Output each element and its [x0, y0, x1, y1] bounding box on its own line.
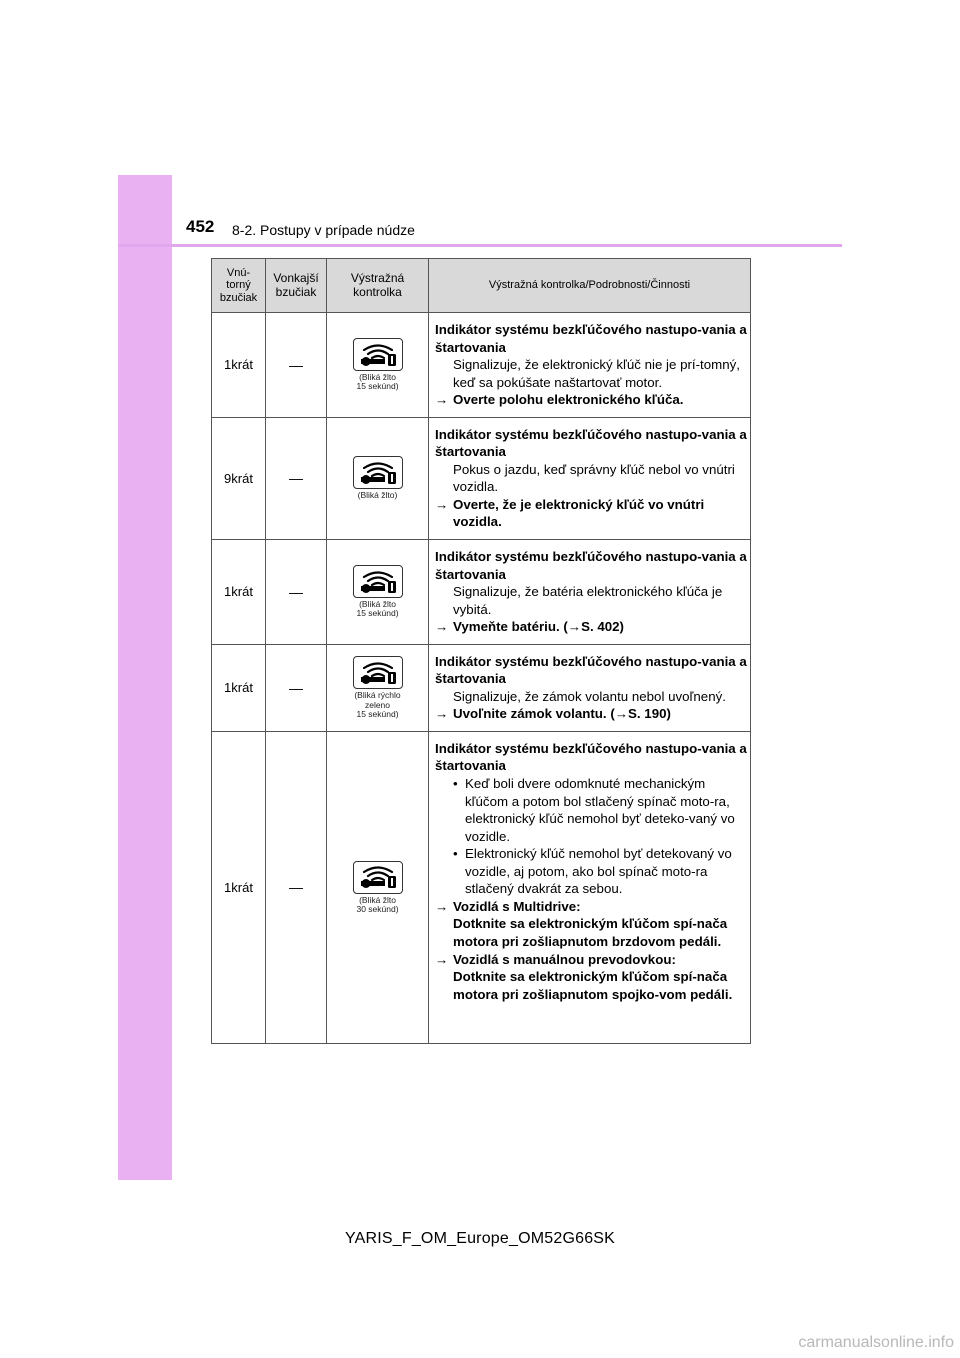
watermark: carmanualsonline.info [798, 1334, 954, 1351]
warning-light-cell [327, 313, 429, 418]
header-internal-buzzer: Vnú- torný bzučiak [212, 259, 266, 313]
row-bullet [435, 775, 747, 845]
arrow-right-icon: → [435, 706, 449, 722]
row-description: Signalizuje, že elektronický kľúč nie je prí-tomný, keď sa pokúšate naštartovať motor. [453, 357, 740, 390]
row-title: Indikátor systému bezkľúčového nastupo-vania a štartovania [435, 322, 747, 355]
row-title: Indikátor systému bezkľúčového nastupo-vania a štartovania [435, 426, 747, 460]
document-code: YARIS_F_OM_Europe_OM52G66SK [344, 1230, 616, 1247]
warning-light-cell [327, 731, 429, 1043]
row-bullet [435, 845, 747, 898]
lamp-note: (Bliká rýchlo zeleno 15 sekúnd) [354, 690, 401, 720]
internal-buzzer-count: 1krát [212, 731, 266, 1043]
table-row [212, 731, 751, 1043]
internal-buzzer-count: 1krát [212, 540, 266, 645]
table-row [212, 313, 751, 418]
arrow-right-icon: → [435, 496, 449, 512]
details-cell [429, 313, 751, 418]
arrow-right-icon: → [435, 392, 449, 408]
row-action [435, 898, 747, 951]
action-text: Overte polohu elektronického kľúča. [453, 392, 684, 408]
lamp-note: (Bliká žlto 30 sekúnd) [356, 894, 399, 914]
row-action [435, 618, 747, 636]
table-row [212, 540, 751, 645]
bullet-dot: • [453, 846, 458, 862]
chapter-sidebar-tab [118, 175, 172, 1180]
action-text: Vozidlá s manuálnou prevodovkou: Dotknite sa elektronickým kľúčom spí-nača motora pri zošliapnutom spojko-vom pedáli. [453, 951, 733, 1002]
lamp-note: (Bliká žlto) [357, 490, 398, 501]
external-buzzer-value: — [266, 417, 327, 539]
details-cell [429, 731, 751, 1043]
internal-buzzer-count: 9krát [212, 417, 266, 539]
lamp-note: (Bliká žlto 15 sekúnd) [356, 372, 399, 392]
row-description: Signalizuje, že batéria elektronického kľúča je vybitá. [453, 584, 723, 617]
header-rule [118, 244, 842, 247]
details-cell [429, 644, 751, 731]
page-number: 452 [186, 217, 215, 236]
header-warning-light: Výstražná kontrolka [327, 259, 429, 313]
internal-buzzer-count: 1krát [212, 644, 266, 731]
row-title: Indikátor systému bezkľúčového nastupo-vania a štartovania [435, 653, 747, 687]
action-text: Overte, že je elektronický kľúč vo vnútri vozidla. [453, 496, 705, 530]
details-cell [429, 417, 751, 539]
row-action [435, 391, 747, 409]
external-buzzer-value: — [266, 731, 327, 1043]
table-body [212, 313, 751, 1044]
row-description: Signalizuje, že zámok volantu nebol uvoľnený. [453, 688, 726, 704]
key-icon [353, 656, 403, 689]
table-header-row [212, 259, 751, 313]
key-icon [353, 861, 403, 894]
chapter-title: 8-2. Postupy v prípade núdze [232, 222, 415, 238]
key-icon [353, 456, 403, 489]
header-external-buzzer: Vonkajší bzučiak [266, 259, 327, 313]
bullet-text: Elektronický kľúč nemohol byť detekovaný vo vozidle, aj potom, ako bol spínač moto-ra stlačený dvakrát za sebou. [465, 846, 732, 897]
warning-light-cell [327, 417, 429, 539]
arrow-right-icon: → [435, 898, 449, 914]
header-details: Výstražná kontrolka/Podrobnosti/Činnosti [429, 259, 751, 313]
internal-buzzer-count: 1krát [212, 313, 266, 418]
row-action [435, 951, 747, 1004]
table-row [212, 644, 751, 731]
action-text: Uvoľnite zámok volantu. (→S. 190) [453, 706, 671, 722]
row-title: Indikátor systému bezkľúčového nastupo-vania a štartovania [435, 740, 747, 774]
arrow-right-icon: → [435, 619, 449, 635]
external-buzzer-value: — [266, 540, 327, 645]
external-buzzer-value: — [266, 313, 327, 418]
row-action [435, 496, 747, 531]
bullet-text: Keď boli dvere odomknuté mechanickým kľúčom a potom bol stlačený spínač moto-ra, elektronický kľúč nemohol byť deteko-vaný vo vozidle. [465, 776, 735, 844]
row-action [435, 705, 747, 723]
warning-table [211, 258, 751, 1044]
bullet-dot: • [453, 776, 458, 792]
action-text: Vymeňte batériu. (→S. 402) [453, 619, 624, 635]
row-description: Pokus o jazdu, keď správny kľúč nebol vo vnútri vozidla. [453, 461, 735, 495]
arrow-right-icon: → [435, 951, 449, 967]
warning-light-cell [327, 540, 429, 645]
lamp-note: (Bliká žlto 15 sekúnd) [356, 599, 399, 619]
warning-light-cell [327, 644, 429, 731]
table-row [212, 417, 751, 539]
row-title: Indikátor systému bezkľúčového nastupo-vania a štartovania [435, 549, 747, 582]
key-icon [353, 338, 403, 371]
external-buzzer-value: — [266, 644, 327, 731]
details-cell [429, 540, 751, 645]
key-icon [353, 565, 403, 598]
action-text: Vozidlá s Multidrive: Dotknite sa elektronickým kľúčom spí-nača motora pri zošliapnutom brzdovom pedáli. [453, 898, 728, 949]
